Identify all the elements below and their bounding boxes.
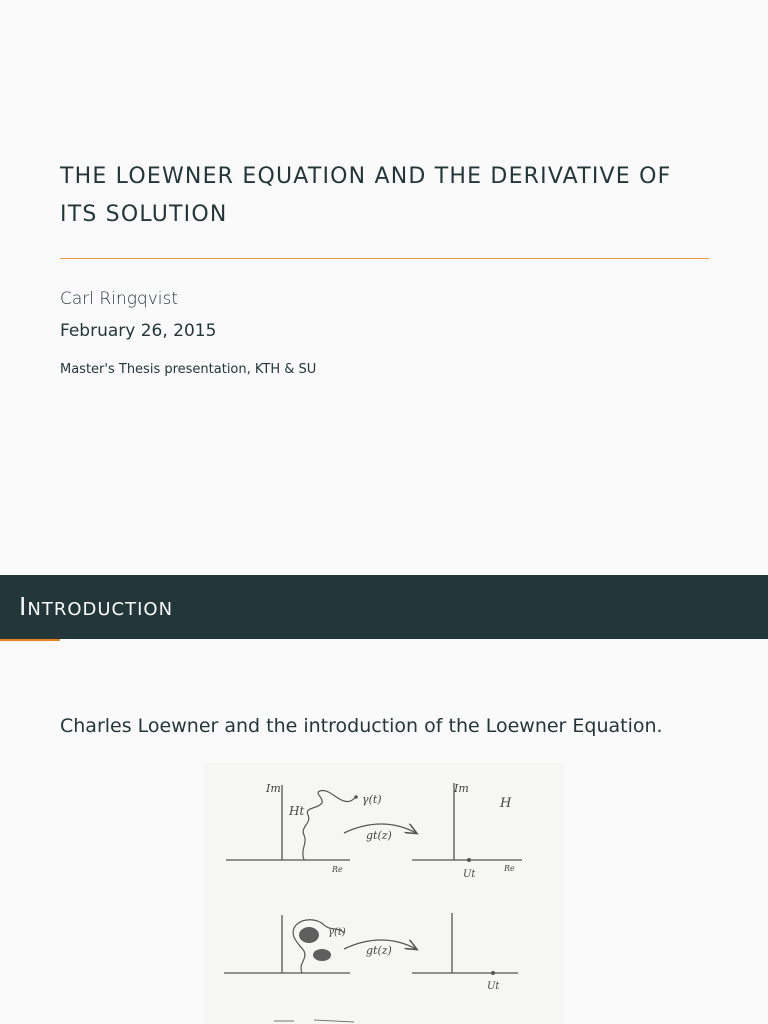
frame-header-bar: [0, 575, 768, 639]
presentation-title: THE LOEWNER EQUATION AND THE DERIVATIVE OF ITS SOLUTION: [60, 164, 672, 227]
ht-label: Ht: [289, 804, 305, 818]
u-point-bottom: [491, 971, 495, 975]
title-separator-rule: [60, 258, 709, 259]
im-label-right: Im: [454, 782, 469, 795]
u-label-top: Ut: [463, 869, 476, 880]
g-map-label-bottom: gt(z): [366, 944, 392, 957]
gamma-label-top: γ(t): [362, 793, 382, 806]
re-label-left: Re: [332, 865, 343, 874]
loewner-sketch-figure: [204, 763, 564, 1024]
re-label-right: Re: [504, 864, 515, 873]
g-map-label-top: gt(z): [366, 829, 392, 842]
frame-title: Introduction: [19, 592, 174, 621]
gamma-label-bottom: γ(t): [328, 927, 346, 938]
curve-tip-top: [354, 795, 358, 799]
cutoff-sketch-stroke-2: [314, 1020, 354, 1022]
u-point-top: [467, 858, 471, 862]
sketch-drawing: [204, 763, 564, 1024]
u-label-bottom: Ut: [487, 981, 500, 992]
slit-curve-top: [303, 790, 356, 860]
hull-blob-lower: [313, 949, 331, 961]
hull-blob-upper: [299, 927, 319, 943]
im-label-left: Im: [266, 782, 281, 795]
presentation-date: February 26, 2015: [60, 321, 217, 341]
author-name: Carl Ringqvist: [60, 289, 179, 309]
progress-bar: [0, 639, 60, 641]
institute-line: Master's Thesis presentation, KTH & SU: [60, 362, 317, 377]
slide-body-text: Charles Loewner and the introduction of the Loewner Equation.: [60, 715, 663, 737]
h-label: H: [500, 796, 512, 811]
